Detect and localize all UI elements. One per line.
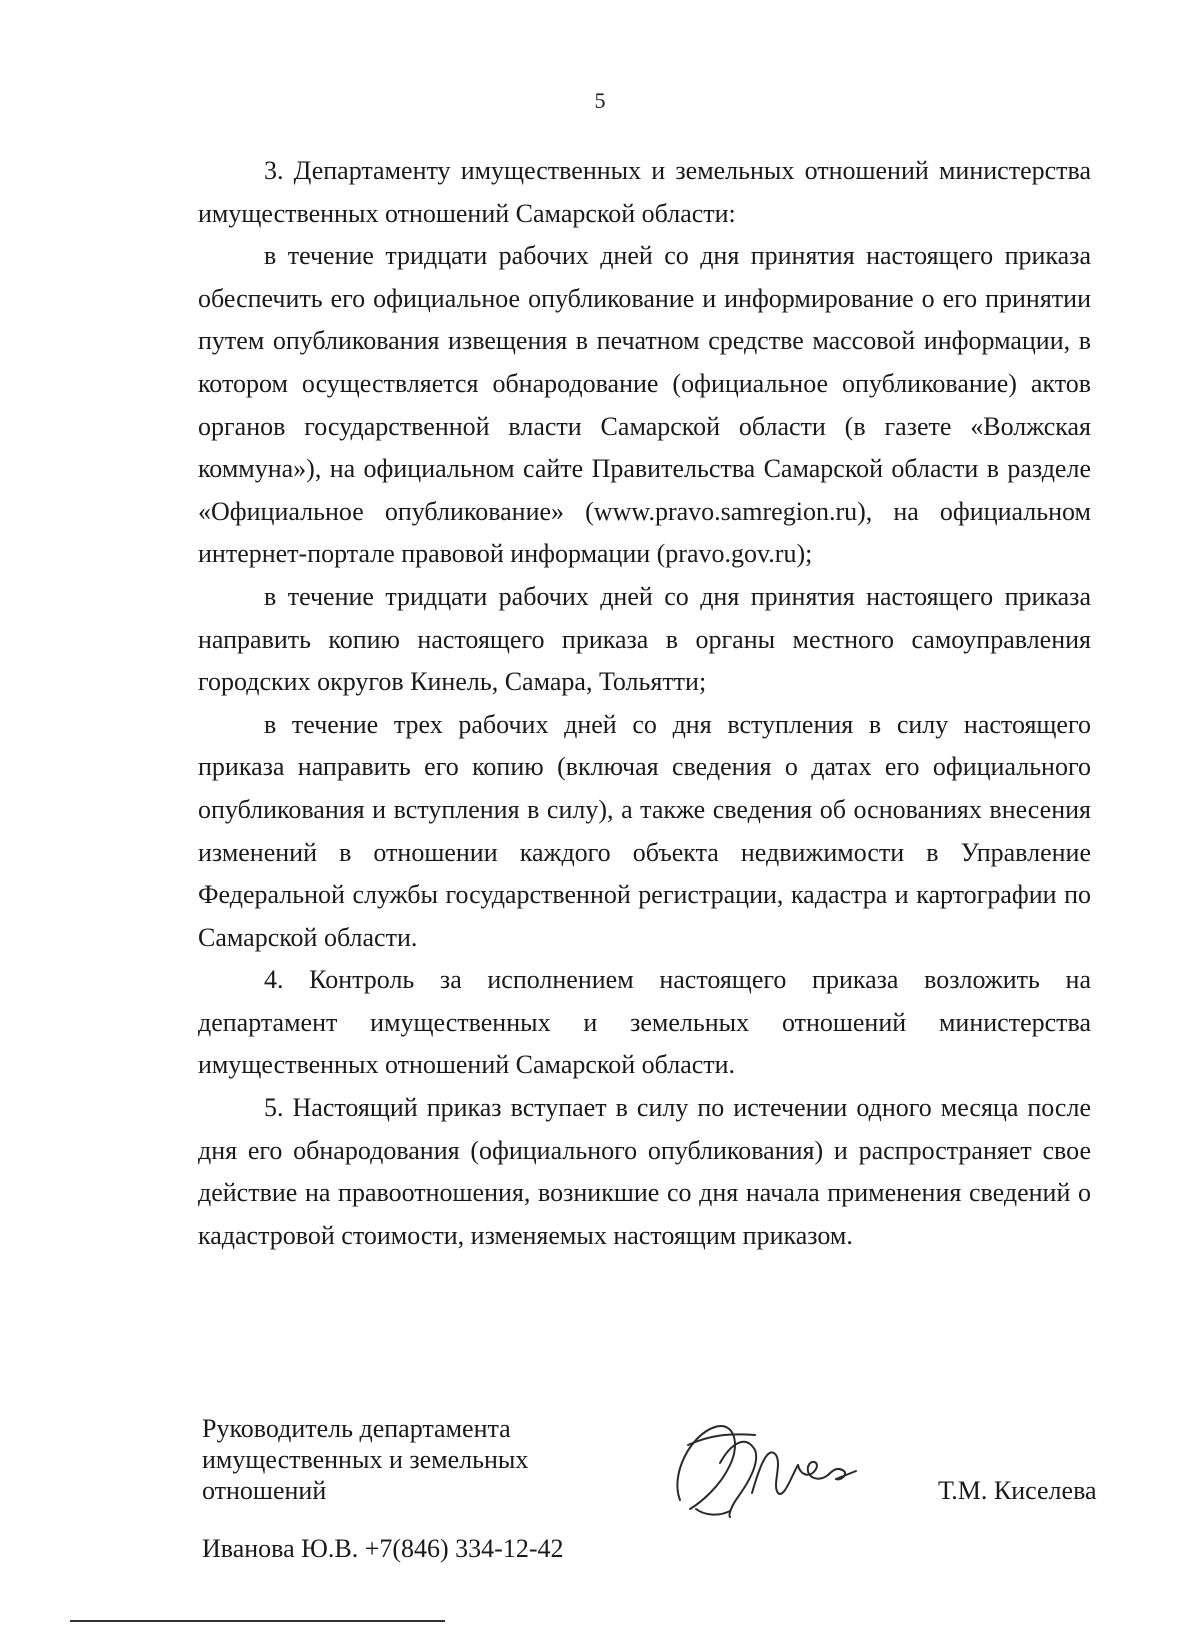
footer-divider bbox=[70, 1620, 445, 1622]
signatory-title bbox=[202, 1413, 528, 1506]
signatory-title-line: имущественных и земельных bbox=[202, 1445, 529, 1474]
signatory-title-line: отношений bbox=[202, 1476, 327, 1505]
contact-line: Иванова Ю.В. +7(846) 334-12-42 bbox=[202, 1534, 564, 1563]
paragraph-local-authorities: в течение тридцати рабочих дней со дня принятия настоящего приказа направить копию настоящего приказа в органы местного самоуправления городских округов Кинель, Самара, Тольятти; bbox=[198, 581, 1091, 697]
handwritten-signature bbox=[660, 1405, 870, 1525]
signatory-title-line: Руководитель департамента bbox=[202, 1414, 511, 1443]
signatory-name: Т.М. Киселева bbox=[938, 1476, 1097, 1505]
paragraph-item-3: 3. Департаменту имущественных и земельных отношений министерства имущественных отношений Самарской области: bbox=[198, 156, 1091, 228]
paragraph-item-5: 5. Настоящий приказ вступает в силу по истечении одного месяца после дня его обнародования (официального опубликования) и распространяет свое действие на правоотношения, возникшие со дня начала применения сведений о кадастровой стоимости, изменяемых настоящим приказом. bbox=[198, 1093, 1091, 1250]
paragraph-rosreestr: в течение трех рабочих дней со дня вступления в силу настоящего приказа направить его копию (включая сведения о датах его официального опубликования и вступления в силу), а также сведения об основаниях внесения изменений в отношении каждого объекта недвижимости в Управление Федеральной службы государственной регистрации, кадастра и картографии по Самарской области. bbox=[198, 709, 1091, 952]
paragraph-item-4: 4. Контроль за исполнением настоящего приказа возложить на департамент имущественных и земельных отношений министерства имущественных отношений Самарской области. bbox=[198, 965, 1091, 1080]
paragraph-publication: в течение тридцати рабочих дней со дня принятия настоящего приказа обеспечить его официальное опубликование и информирование о его принятии путем опубликования извещения в печатном средстве массовой информации, в котором осуществляется обнародование (официальное опубликование) актов органов государственной власти Самарской области (в газете «Волжская коммуна»), на официальном сайте Правительства Самарской области в разделе «Официальное опубликование» (www.pravo.samregion.ru), на официальном интернет-портале правовой информации (pravo.gov.ru); bbox=[198, 241, 1091, 569]
document-body bbox=[198, 150, 1091, 1257]
page-number: 5 bbox=[594, 88, 606, 113]
